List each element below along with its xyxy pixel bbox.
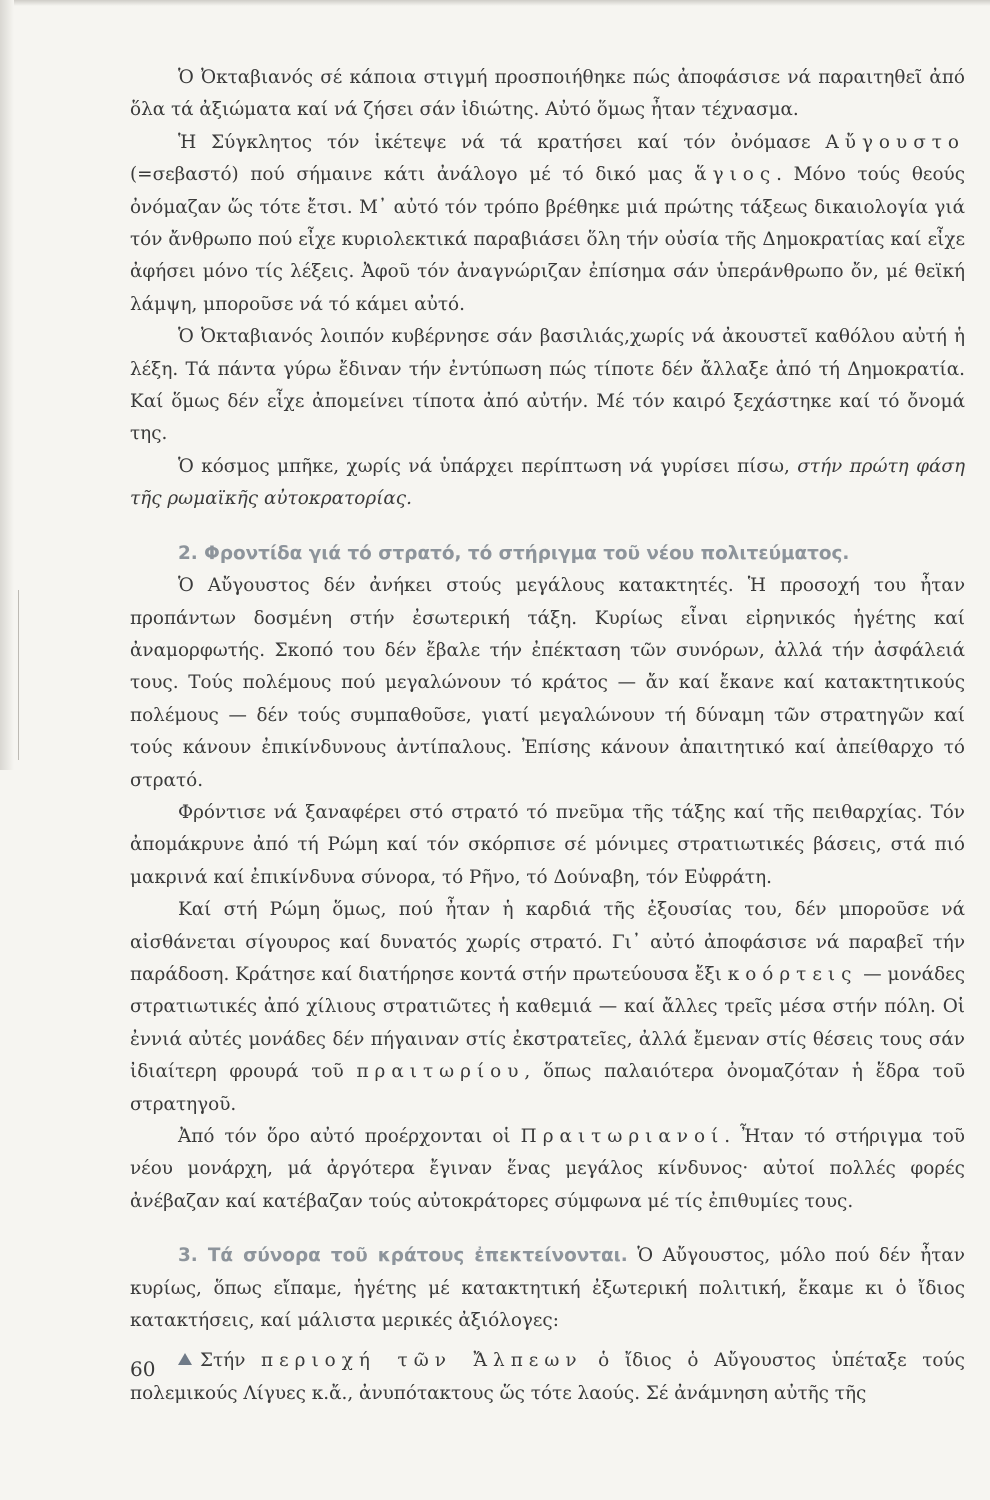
page-top-edge: [0, 0, 990, 6]
paragraph: [130, 797, 965, 894]
paragraph: [130, 62, 965, 127]
page-body: [130, 62, 965, 1410]
paragraph-text: — μονάδες στρατιωτικές ἀπό χίλιους στρατιῶτες ἡ καθεμιά — καί ἄλλες τρεῖς μέσα στήν πόλη. Οἱ ἐννιά αὐτές μονάδες δέν πήγαιναν στίς ἐκστρατεῖες, ἀλλά ἔμεναν στίς θέσεις τους σάν ἰδιαίτερη φρουρά τοῦ: [130, 963, 965, 1083]
spaced-term: κοόρτεις: [727, 963, 858, 985]
paragraph-text: Στήν: [200, 1350, 262, 1372]
section-2: [130, 538, 965, 570]
page-left-edge: [0, 0, 14, 770]
paragraph-text: Ὁ Ὀκταβιανός σέ κάποια στιγμή προσποιήθηκε πώς ἀποφάσισε νά παραιτηθεῖ ἀπό ὅλα τά ἀξιώματα καί νά ζήσει σάν ἰδιώτης. Αὐτό ὅμως ἦταν τέχνασμα.: [130, 67, 965, 121]
paragraph-text: . Ἦταν τό στήριγμα τοῦ νέου μονάρχη, μά ἀργότερα ἔγιναν ἕνας μεγάλος κίνδυνος· αὐτοί πολλές φορές ἀνέβαζαν καί κατέβαζαν τούς αὐτοκράτορες σύμφωνα μέ τίς ἐπιθυμίες τους.: [130, 1126, 965, 1212]
paragraph-text: Ὁ Αὔγουστος, μόλο πού δέν ἦταν κυρίως, ὅπως εἴπαμε, ἡγέτης μέ κατακτητική ἐξωτερική πολιτική, ἔκαμε κι ὁ ἴδιος κατακτήσεις, καί μάλιστα μερικές ἀξιόλογες:: [130, 1245, 965, 1332]
paragraph-text: Καί στή Ρώμη ὅμως, πού ἦταν ἡ καρδιά τῆς ἐξουσίας του, δέν μποροῦσε νά αἰσθάνεται σίγουρος καί δυνατός χωρίς στρατό. Γι᾽ αὐτό ἀποφάσισε νά παραβεῖ τήν παράδοση. Κράτησε καί διατήρησε κοντά στήν πρωτεύουσα ἔξι: [130, 899, 965, 985]
paragraph-text: (=σεβαστό) πού σήμαινε κάτι ἀνάλογο μέ τό δικό μας: [130, 164, 695, 186]
paragraph-text: Ὁ Αὔγουστος δέν ἀνήκει στούς μεγάλους κατακτητές. Ἡ προσοχή του ἦταν προπάντων δοσμένη στήν ἐσωτερική τάξη. Κυρίως εἶναι εἰρηνικός ἡγέτης καί ἀναμορφωτής. Σκοπό του δέν ἔβαλε τήν ἐπέκταση τῶν συνόρων, ἀλλά τήν ἀσφάλειά τους. Τούς πολέμους πού μεγαλώνουν τό κράτος — ἄν καί ἔκανε καί κατακτητικούς πολέμους — δέν τούς συμπαθοῦσε, γιατί μεγαλώνουν τή δύναμη τῶν στρατηγῶν καί τούς κάνουν ἐπικίνδυνους ἀντίπαλους. Ἐπίσης κάνουν ἀπαιτητικό καί ἀπείθαρχο τό στρατό.: [130, 575, 965, 791]
spaced-term: Πραιτωριανοί: [520, 1126, 725, 1147]
spaced-term: ἅγιος: [694, 164, 777, 186]
paragraph-text: Ὁ Ὀκταβιανός λοιπόν κυβέρνησε σάν βασιλιάς,χωρίς νά ἀκουστεῖ καθόλου αὐτή ἡ λέξη. Τά πάντα γύρω ἔδιναν τήν ἐντύπωση πώς τίποτε δέν ἄλλαξε ἀπό τή Δημοκρατία. Καί ὅμως δέν εἶχε ἀπομείνει τίποτα ἀπό αὐτήν. Μέ τόν καιρό ξεχάστηκε καί τό ὄνομά της.: [130, 326, 965, 445]
paragraph-text: Ἀπό τόν ὅρο αὐτό προέρχονται οἱ: [178, 1126, 521, 1147]
paragraph: [130, 1121, 965, 1218]
paragraph-text: . Μόνο τούς θεούς ὀνόμαζαν ὥς τότε ἔτσι. Μ᾽ αὐτό τόν τρόπο βρέθηκε μιά πρώτης τάξεως δικαιολογία γιά τόν ἄνθρωπο πού εἶχε κυριολεκτικά παραβιάσει ὅλη τήν οὐσία τῆς Δημοκρατίας καί εἶχε ἀφήσει μόνο τίς λέξεις. Ἀφοῦ τόν ἀναγνώριζαν ἐπίσημα σάν ὑπεράνθρωπο ὄν, μέ θεϊκή λάμψη, μποροῦσε νά τό κάμει αὐτό.: [130, 164, 966, 315]
triangle-bullet-icon: [178, 1353, 192, 1365]
paragraph: [130, 127, 965, 321]
paragraph-text: Ὁ κόσμος μπῆκε, χωρίς νά ὑπάρχει περίπτωση νά γυρίσει πίσω,: [178, 455, 798, 477]
paragraph: [130, 321, 965, 451]
spaced-term: Αὔγουστο: [825, 131, 965, 153]
spaced-term: πραιτωρίου: [356, 1061, 525, 1083]
spaced-term: περιοχή τῶν Ἄλπεων: [261, 1350, 583, 1372]
paragraph-text: ὁ ἴδιος ὁ Αὔγουστος ὑπέταξε τούς πολεμικούς Λίγυες κ.ἄ., ἀνυπότακτους ὥς τότε λαούς. Σέ ἀνάμνηση αὐτῆς τῆς: [130, 1350, 965, 1404]
section-heading: 3. Τά σύνορα τοῦ κράτους ἐπεκτείνονται.: [178, 1245, 628, 1267]
paragraph-text: Ἡ Σύγκλητος τόν ἱκέτεψε νά τά κρατήσει καί τόν ὀνόμασε: [178, 131, 826, 153]
paragraph-text: , ὅπως παλαιότερα ὀνομαζόταν ἡ ἕδρα τοῦ στρατηγοῦ.: [130, 1061, 965, 1115]
section-heading: 2. Φροντίδα γιά τό στρατό, τό στήριγμα τοῦ νέου πολιτεύματος.: [178, 542, 850, 564]
margin-rule: [18, 590, 19, 760]
bullet-paragraph: [130, 1345, 965, 1410]
paragraph-text: Φρόντισε νά ξαναφέρει στό στρατό τό πνεῦμα τῆς τάξης καί τῆς πειθαρχίας. Τόν ἀπομάκρυνε ἀπό τή Ρώμη καί τόν σκόρπισε σέ μόνιμες στρατιωτικές βάσεις, στά πιό μακρινά καί ἐπικίνδυνα σύνορα, τό Ρῆνο, τό Δούναβη, τόν Εὐφράτη.: [130, 801, 965, 888]
paragraph: [130, 570, 965, 797]
paragraph: [130, 894, 965, 1121]
page-number: 60: [130, 1357, 156, 1381]
section-3: [130, 1240, 965, 1337]
paragraph: [130, 451, 965, 516]
italic-phrase: στήν πρώτη φάση τῆς ρωμαϊκῆς αὐτοκρατορίας.: [130, 455, 965, 510]
